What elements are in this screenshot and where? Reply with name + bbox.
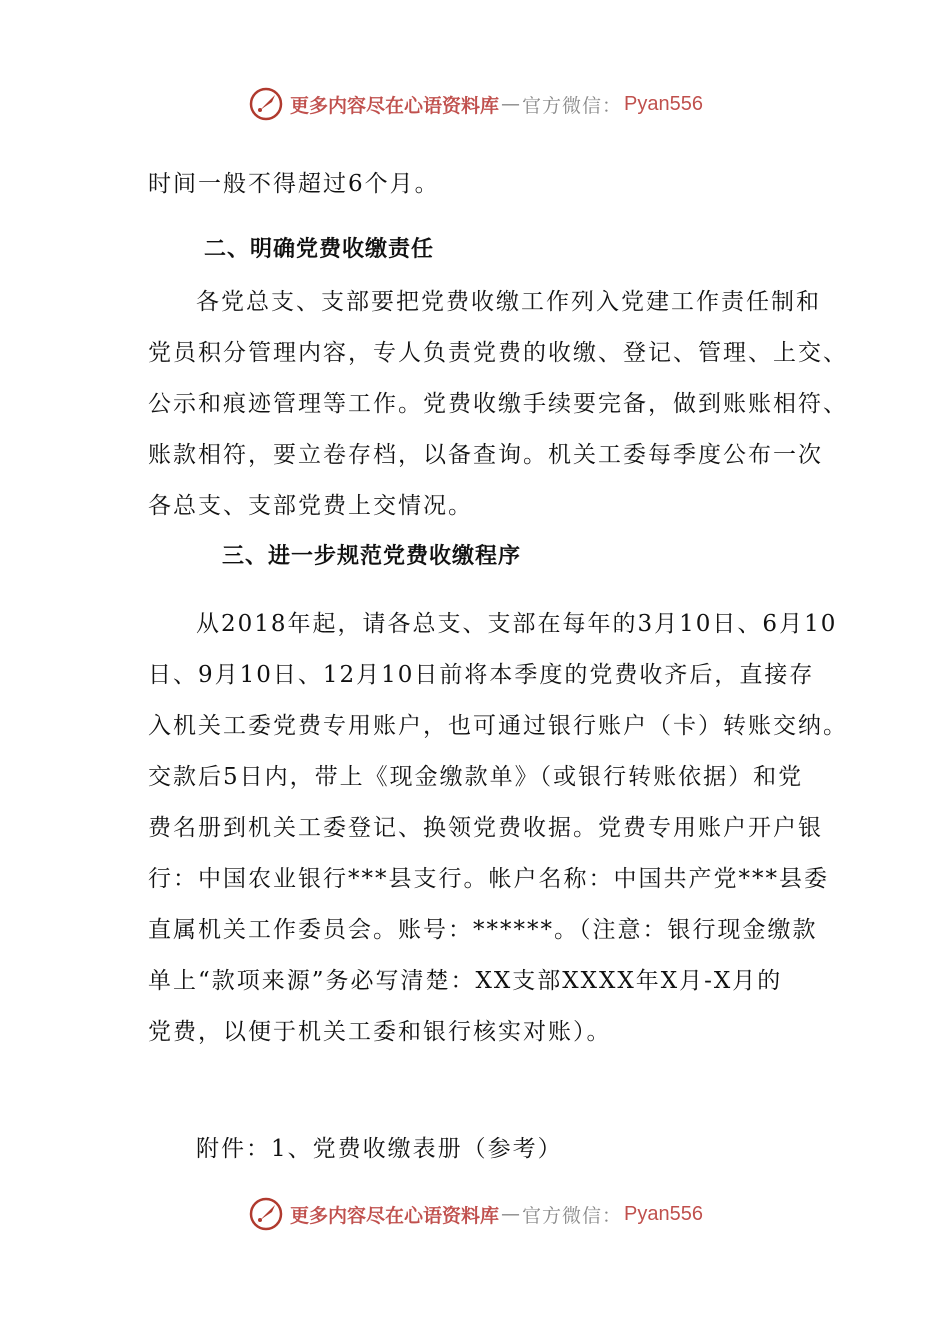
paragraph-3-line-3: 入机关工委党费专用账户，也可通过银行账户（卡）转账交纳。 <box>148 713 848 739</box>
paragraph-3-line-5: 费名册到机关工委登记、换领党费收据。党费专用账户开户银 <box>148 815 823 841</box>
watermark-wechat-label: 官方微信： <box>522 94 623 117</box>
paragraph-2-line-4: 账款相符，要立卷存档，以备查询。机关工委每季度公布一次 <box>148 442 823 468</box>
attachment-line: 附件：1、党费收缴表册（参考） <box>196 1136 563 1162</box>
paragraph-2-line-3: 公示和痕迹管理等工作。党费收缴手续要完备，做到账账相符、 <box>148 391 848 417</box>
paragraph-2-line-2: 党员积分管理内容，专人负责党费的收缴、登记、管理、上交、 <box>148 340 848 366</box>
watermark-wechat-id: Pyan556 <box>624 92 703 115</box>
watermark-wechat-id: Pyan556 <box>624 1202 703 1225</box>
text-line-continuation: 时间一般不得超过6个月。 <box>148 171 440 197</box>
paragraph-2-line-1: 各党总支、支部要把党费收缴工作列入党建工作责任制和 <box>196 289 821 315</box>
watermark-dash: — <box>501 93 521 115</box>
section-heading-2: 二、明确党费收缴责任 <box>204 237 435 262</box>
paragraph-3-line-6: 行：中国农业银行***县支行。帐户名称：中国共产党***县委 <box>148 866 829 892</box>
paragraph-2-line-5: 各总支、支部党费上交情况。 <box>148 493 473 519</box>
quill-logo-icon <box>248 86 284 122</box>
paragraph-3-line-7: 直属机关工作委员会。账号：******。（注意：银行现金缴款 <box>148 917 818 943</box>
watermark-dash: — <box>501 1203 521 1225</box>
paragraph-3-line-2: 日、9月10日、12月10日前将本季度的党费收齐后，直接存 <box>148 662 815 688</box>
watermark-title: 更多内容尽在心语资料库 <box>290 94 500 117</box>
watermark-title: 更多内容尽在心语资料库 <box>290 1204 500 1227</box>
section-heading-3: 三、进一步规范党费收缴程序 <box>222 544 522 569</box>
paragraph-3-line-9: 党费，以便于机关工委和银行核实对账）。 <box>148 1019 612 1045</box>
watermark-wechat-label: 官方微信： <box>522 1204 623 1227</box>
quill-logo-icon <box>248 1196 284 1232</box>
watermark-footer <box>248 1194 703 1234</box>
paragraph-3-line-8: 单上“款项来源”务必写清楚：XX支部XXXX年X月-X月的 <box>148 968 783 994</box>
paragraph-3-line-1: 从2018年起，请各总支、支部在每年的3月10日、6月10 <box>196 611 838 637</box>
paragraph-3-line-4: 交款后5日内，带上《现金缴款单》（或银行转账依据）和党 <box>148 764 804 790</box>
watermark-header <box>248 84 703 124</box>
